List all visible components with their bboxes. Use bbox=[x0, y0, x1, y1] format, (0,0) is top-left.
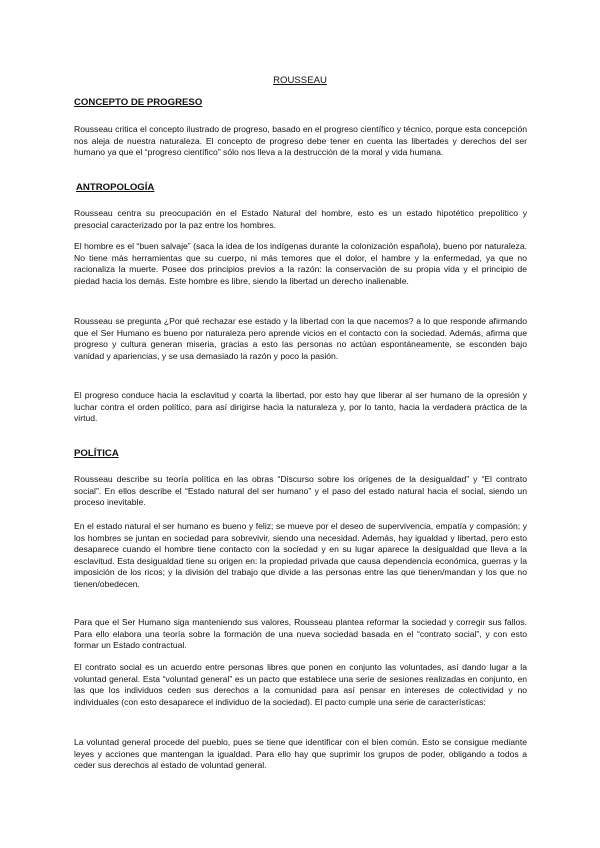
paragraph: En el estado natural el ser humano es bueno y feliz; se mueve por el deseo de supervivencia, empatía y compasión; y los hombres se juntan en sociedad para sobrevivir, siendo una necesidad. Además, hay igualdad y libertad, pero esto desaparece cuando el hombre tiene contacto con la sociedad y en su lugar aparece la desigualdad que lleva a la esclavitud. Esta desigualdad tiene su origen en: la propiedad privada que causa dependencia económica, guerras y la imposición de los ricos; y la división del trabajo que divide a las personas entre las que tienen/mandan y los que no tienen/obedecen. bbox=[74, 521, 527, 589]
section-heading-antropologia: ANTROPOLOGÍA bbox=[76, 182, 155, 193]
paragraph: La voluntad general procede del pueblo, pues se tiene que identificar con el bien común. Esto se consigue mediante leyes y acciones que mantengan la igualdad. Para ello hay que suprimir los grupos de poder, obligando a todos a ceder sus derechos al estado de voluntad general. bbox=[74, 737, 527, 771]
document-title: ROUSSEAU bbox=[273, 75, 327, 86]
paragraph: Rousseau centra su preocupación en el Estado Natural del hombre, esto es un estado hipotético prepolítico y presocial caracterizado por la paz entre los hombres. bbox=[74, 208, 527, 230]
paragraph: Rousseau describe su teoría política en las obras “Discurso sobre los orígenes de la desigualdad” y “El contrato social”. En ellos describe el “Estado natural del ser humano” y el paso del estado natural hacia el social, siendo un proceso inevitable. bbox=[74, 474, 527, 508]
paragraph: Rousseau se pregunta ¿Por qué rechazar ese estado y la libertad con la que nacemos? a lo que responde afirmando que el Ser Humano es bueno por naturaleza pero aprende vicios en el contacto con la sociedad. Además, afirma que progreso y cultura generan miseria, gracias a esto las personas no actúan espontáneamente, se esconden bajo vanidad y apariencias, y se usa demasiado la razón y poco la pasión. bbox=[74, 316, 527, 361]
section-heading-politica: POLÍTICA bbox=[74, 448, 119, 459]
paragraph: El progreso conduce hacia la esclavitud y coarta la libertad, por esto hay que liberar al ser humano de la opresión y luchar contra el orden político, para así dirigirse hacia la naturaleza y, por lo tanto, hacia la verdadera práctica de la virtud. bbox=[74, 390, 527, 424]
paragraph: Rousseau critica el concepto ilustrado de progreso, basado en el progreso científico y técnico, porque esta concepción nos aleja de nuestra naturaleza. El concepto de progreso debe tener en cuenta las libertades y derechos del ser humano ya que el “progreso científico” sólo nos lleva a la destrucción de la moral y vida humana. bbox=[74, 124, 527, 158]
paragraph: El hombre es el “buen salvaje” (saca la idea de los indígenas durante la colonización española), bueno por naturaleza. No tiene más herramientas que su cuerpo, ni más temores que el dolor, el hambre y la enfermedad, ya que no racionaliza la muerte. Posee dos principios previos a la razón: la conservación de su propia vida y el principio de piedad hacia los demás. Este hombre es libre, siendo la libertad un derecho inalienable. bbox=[74, 241, 527, 286]
paragraph: El contrato social es un acuerdo entre personas libres que ponen en conjunto las voluntades, así dando lugar a la voluntad general. Esta “voluntad general” es un pacto que establece una serie de sesiones realizadas en conjunto, en las que los individuos ceden sus derechos a la comunidad para así pensar en intereses de colectividad y no individuales (con esto desaparece el individuo de la sociedad). El pacto cumple una serie de características: bbox=[74, 662, 527, 707]
section-heading-progreso: CONCEPTO DE PROGRESO bbox=[74, 97, 203, 108]
paragraph: Para que el Ser Humano siga manteniendo sus valores, Rousseau plantea reformar la sociedad y corregir sus fallos. Para ello elabora una teoría sobre la formación de una nueva sociedad basada en el “contrato social”, y con esto formar un Estado contractual. bbox=[74, 617, 527, 651]
